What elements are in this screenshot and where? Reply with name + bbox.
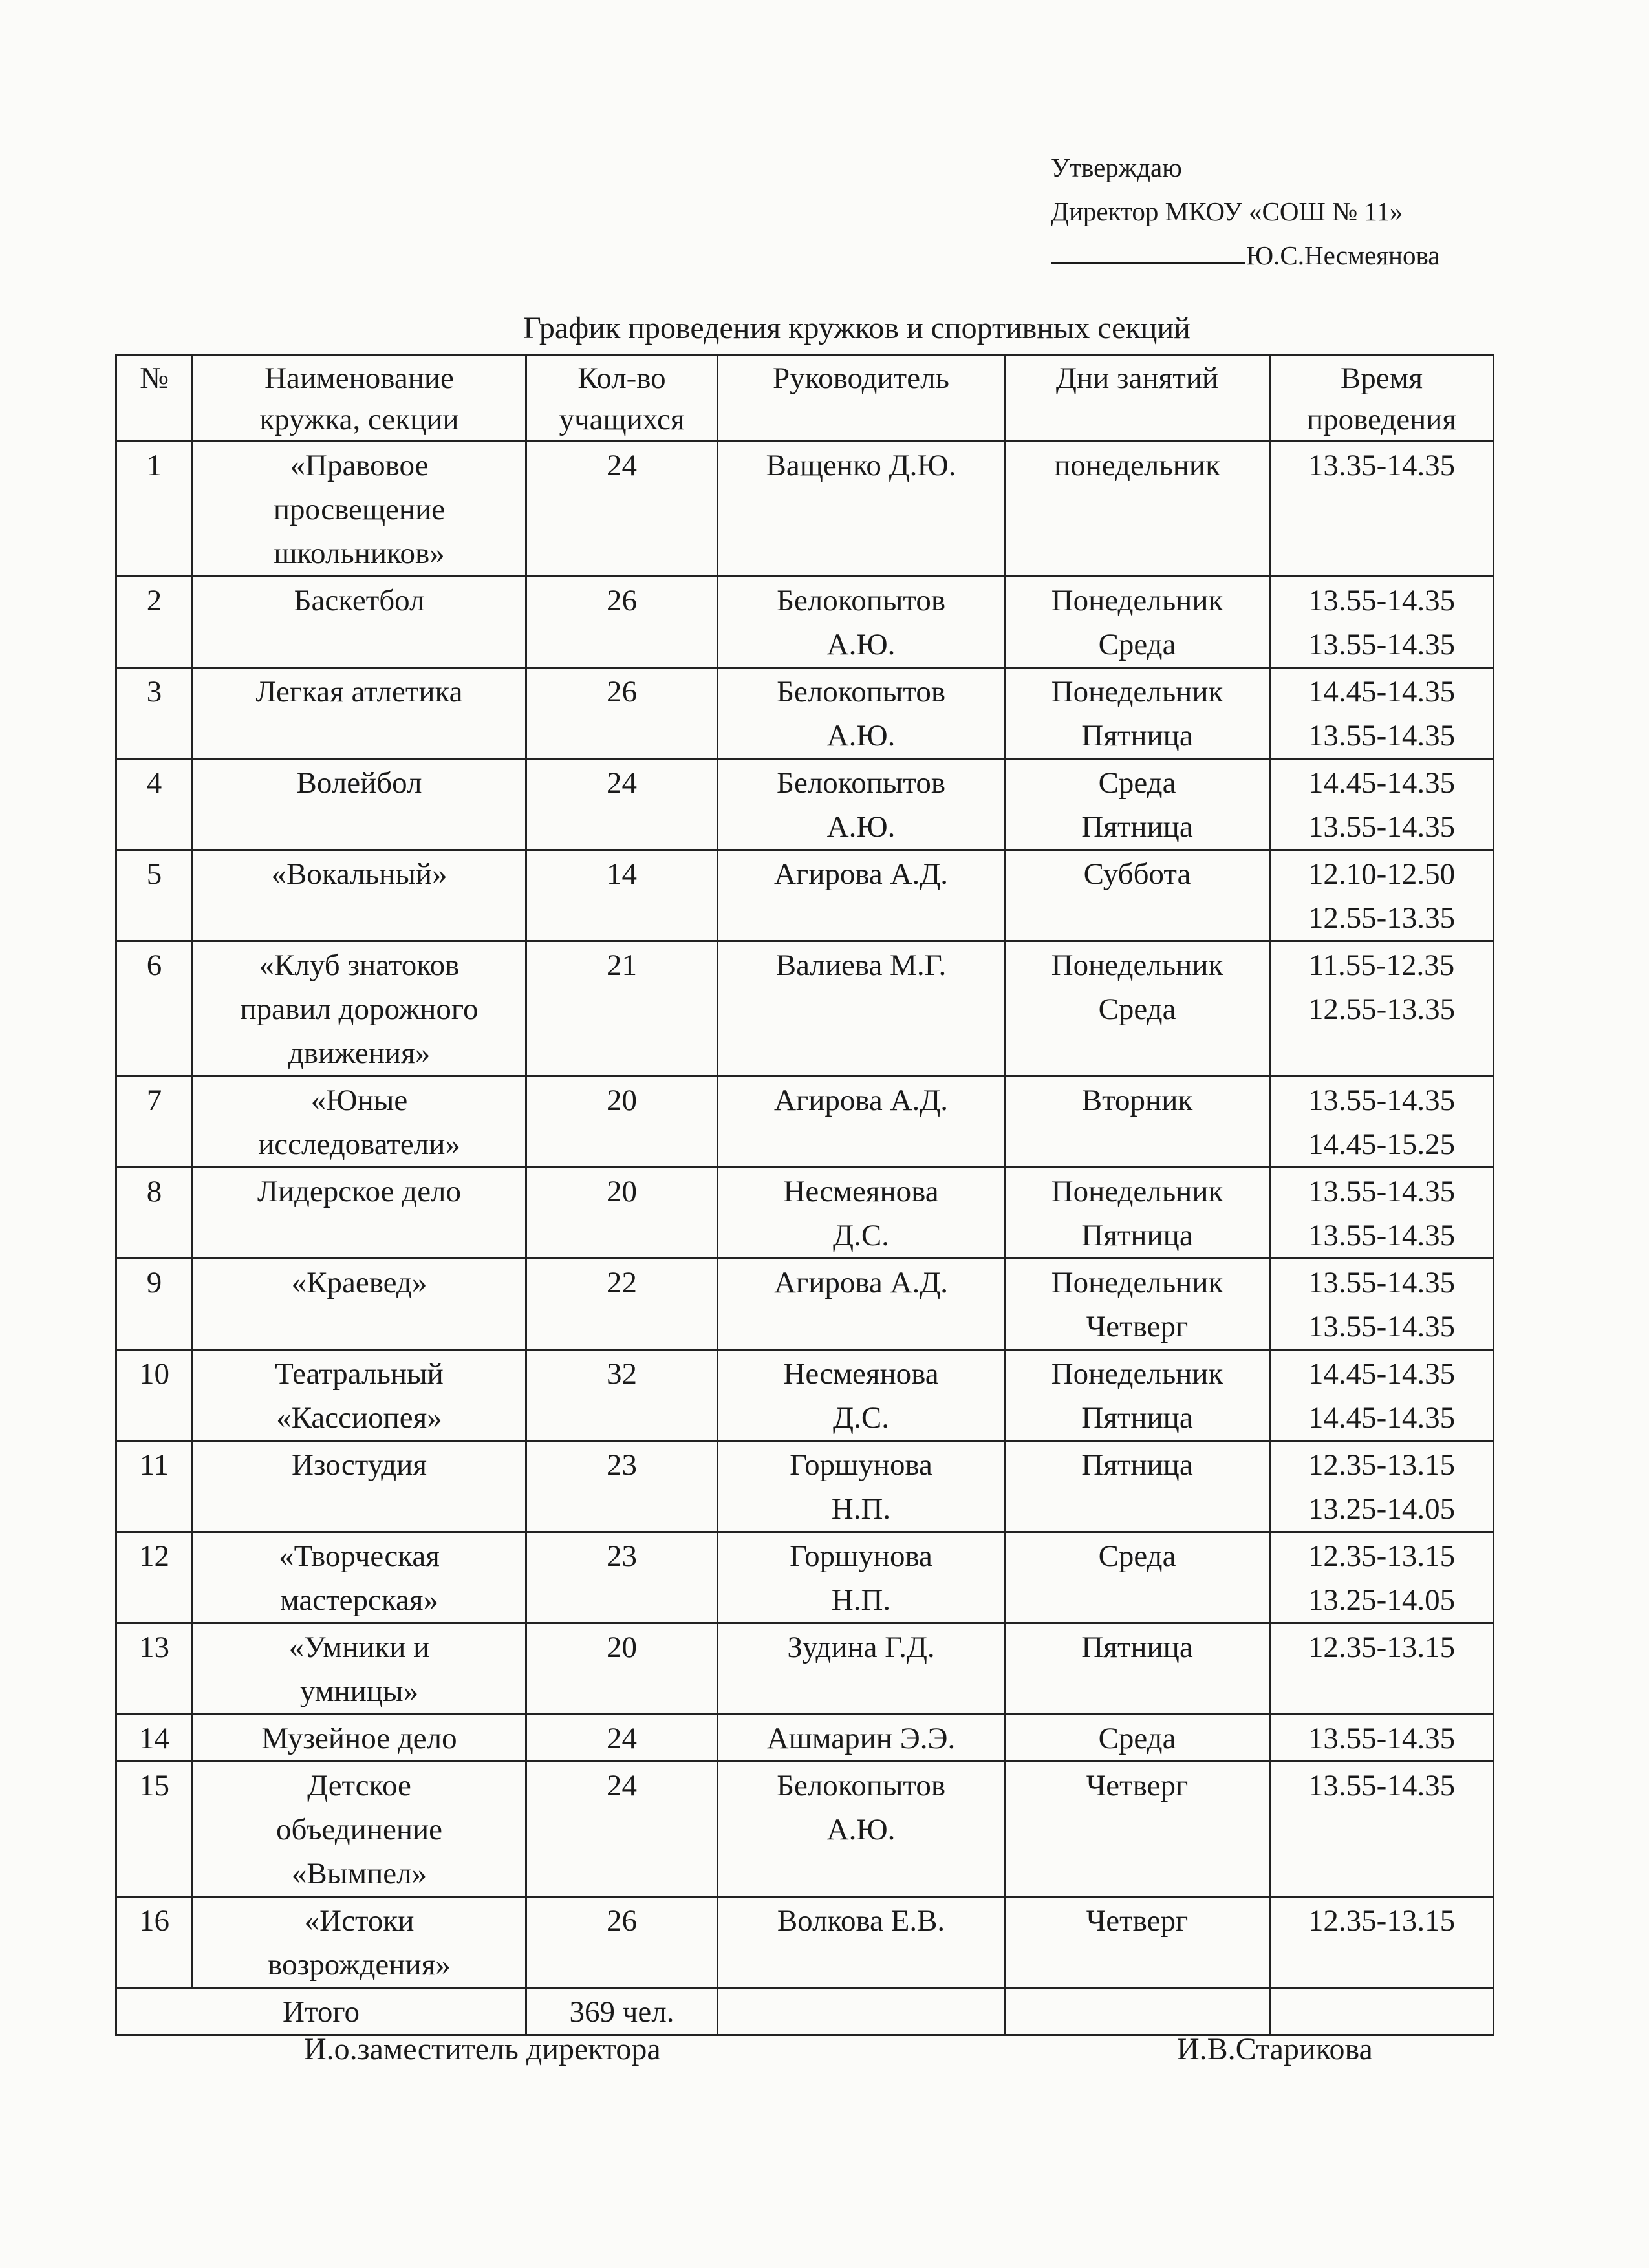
cell-time-line: 13.35-14.35	[1308, 449, 1456, 482]
cell-count: 23	[526, 1532, 718, 1623]
cell-time-line: 12.10-12.50	[1308, 857, 1456, 891]
cell-leader-line: Белокопытов	[776, 766, 946, 800]
signature-name: И.В.Старикова	[1177, 2032, 1373, 2066]
cell-leader	[718, 1715, 1005, 1762]
cell-days-line: Пятница	[1081, 810, 1193, 844]
cell-name-line: возрождения»	[268, 1948, 451, 1982]
cell-leader-line: Ващенко Д.Ю.	[766, 449, 956, 482]
header-num: №	[116, 356, 193, 442]
header-time	[1270, 356, 1494, 442]
cell-days	[1005, 668, 1270, 759]
cell-count: 26	[526, 1897, 718, 1988]
cell-leader	[718, 1076, 1005, 1168]
cell-count: 23	[526, 1441, 718, 1532]
cell-num: 3	[116, 668, 193, 759]
cell-time-line: 12.35-13.15	[1308, 1631, 1456, 1664]
cell-days-line: Четверг	[1086, 1310, 1189, 1343]
cell-time-line: 12.55-13.35	[1308, 901, 1456, 935]
header-name	[193, 356, 526, 442]
header-count	[526, 356, 718, 442]
cell-leader	[718, 850, 1005, 941]
cell-days-line: Суббота	[1083, 857, 1191, 891]
cell-days	[1005, 1441, 1270, 1532]
cell-name	[193, 1762, 526, 1897]
header-name-line1: Наименование	[264, 361, 454, 395]
header-leader: Руководитель	[718, 356, 1005, 442]
table-row	[116, 1168, 1494, 1259]
cell-name	[193, 941, 526, 1076]
cell-time-line: 13.25-14.05	[1308, 1492, 1456, 1526]
cell-time-line: 13.55-14.35	[1308, 1175, 1456, 1208]
table-row	[116, 1441, 1494, 1532]
cell-time-line: 12.35-13.15	[1308, 1904, 1456, 1938]
cell-num: 10	[116, 1350, 193, 1441]
cell-time-line: 13.55-14.35	[1308, 1219, 1456, 1252]
cell-leader-line: Горшунова	[790, 1539, 932, 1573]
cell-days-line: Среда	[1098, 1722, 1176, 1755]
cell-name-line: Волейбол	[296, 766, 422, 800]
cell-time-line: 11.55-12.35	[1308, 948, 1455, 982]
cell-leader-line: А.Ю.	[826, 810, 896, 844]
cell-num: 2	[116, 577, 193, 668]
cell-name-line: школьников»	[274, 537, 445, 570]
total-value: 369 чел.	[526, 1988, 718, 2035]
table-row	[116, 759, 1494, 850]
cell-num: 1	[116, 442, 193, 577]
cell-leader-line: Н.П.	[831, 1583, 891, 1617]
cell-leader	[718, 577, 1005, 668]
cell-name	[193, 1168, 526, 1259]
cell-name-line: Музейное дело	[261, 1722, 457, 1755]
cell-leader	[718, 1623, 1005, 1715]
cell-days	[1005, 1259, 1270, 1350]
table-row	[116, 668, 1494, 759]
total-label: Итого	[116, 1988, 526, 2035]
cell-time	[1270, 1897, 1494, 1988]
table-row	[116, 941, 1494, 1076]
cell-days-line: Понедельник	[1051, 948, 1223, 982]
cell-days-line: Среда	[1098, 1539, 1176, 1573]
header-days: Дни занятий	[1005, 356, 1270, 442]
cell-days-line: Пятница	[1081, 1219, 1193, 1252]
cell-days-line: Среда	[1098, 992, 1176, 1026]
cell-days	[1005, 577, 1270, 668]
cell-leader-line: Зудина Г.Д.	[787, 1631, 935, 1664]
cell-num: 7	[116, 1076, 193, 1168]
header-time-line1: Время	[1340, 361, 1423, 395]
cell-days	[1005, 1076, 1270, 1168]
cell-name-line: «Юные	[310, 1084, 408, 1117]
cell-days-line: Среда	[1098, 628, 1176, 661]
table-row	[116, 1715, 1494, 1762]
cell-leader-line: Несмеянова	[783, 1357, 939, 1391]
total-empty-days	[1005, 1988, 1270, 2035]
cell-days	[1005, 1350, 1270, 1441]
cell-days-line: Понедельник	[1051, 1266, 1223, 1300]
document-title: График проведения кружков и спортивных секций	[523, 311, 1191, 345]
cell-days-line: Понедельник	[1051, 1175, 1223, 1208]
cell-name-line: Детское	[307, 1769, 411, 1803]
cell-days-line: Понедельник	[1051, 1357, 1223, 1391]
cell-time-line: 13.55-14.35	[1308, 810, 1456, 844]
cell-days	[1005, 1532, 1270, 1623]
cell-leader-line: А.Ю.	[826, 1813, 896, 1846]
cell-days-line: Понедельник	[1051, 584, 1223, 617]
cell-name	[193, 1259, 526, 1350]
cell-name	[193, 1897, 526, 1988]
cell-time-line: 14.45-14.35	[1308, 675, 1456, 709]
cell-days	[1005, 759, 1270, 850]
table-row	[116, 1259, 1494, 1350]
cell-time	[1270, 668, 1494, 759]
cell-leader-line: Белокопытов	[776, 1769, 946, 1803]
cell-count: 14	[526, 850, 718, 941]
cell-leader	[718, 1897, 1005, 1988]
cell-name-line: «Истоки	[304, 1904, 415, 1938]
cell-leader-line: Агирова А.Д.	[773, 1084, 949, 1117]
cell-leader	[718, 1441, 1005, 1532]
signature-position: И.о.заместитель директора	[304, 2032, 661, 2066]
cell-name-line: Лидерское дело	[257, 1175, 462, 1208]
cell-name-line: «Умники и	[288, 1631, 430, 1664]
cell-name-line: движения»	[288, 1036, 431, 1070]
cell-count: 22	[526, 1259, 718, 1350]
cell-days	[1005, 1623, 1270, 1715]
table-row	[116, 850, 1494, 941]
signature-blank-line	[1051, 237, 1245, 264]
approval-block	[1051, 145, 1439, 277]
total-row	[116, 1988, 1494, 2035]
cell-name-line: «Творческая	[279, 1539, 440, 1573]
cell-time-line: 13.55-14.35	[1308, 1310, 1456, 1343]
cell-leader-line: Агирова А.Д.	[773, 857, 949, 891]
approval-signature-line	[1051, 233, 1439, 277]
cell-time	[1270, 1762, 1494, 1897]
cell-name-line: «Правовое	[290, 449, 429, 482]
cell-name-line: «Кассиопея»	[276, 1401, 442, 1435]
cell-days-line: Пятница	[1081, 1631, 1193, 1664]
schedule-table	[115, 354, 1494, 2036]
cell-time-line: 13.55-14.35	[1308, 1769, 1456, 1803]
cell-days-line: понедельник	[1054, 449, 1220, 482]
cell-leader-line: А.Ю.	[826, 719, 896, 753]
cell-leader-line: Белокопытов	[776, 584, 946, 617]
cell-num: 13	[116, 1623, 193, 1715]
header-name-line2: кружка, секции	[259, 403, 459, 436]
cell-leader-line: Несмеянова	[783, 1175, 939, 1208]
cell-leader	[718, 1168, 1005, 1259]
cell-num: 15	[116, 1762, 193, 1897]
cell-days	[1005, 1715, 1270, 1762]
cell-days-line: Среда	[1098, 766, 1176, 800]
cell-count: 20	[526, 1623, 718, 1715]
cell-time	[1270, 759, 1494, 850]
cell-leader-line: Горшунова	[790, 1448, 932, 1482]
cell-leader-line: Агирова А.Д.	[773, 1266, 949, 1300]
cell-leader	[718, 759, 1005, 850]
cell-time	[1270, 850, 1494, 941]
table-row	[116, 1897, 1494, 1988]
cell-count: 32	[526, 1350, 718, 1441]
cell-name-line: Изостудия	[292, 1448, 427, 1482]
cell-count: 26	[526, 668, 718, 759]
table-row	[116, 1076, 1494, 1168]
cell-leader-line: Н.П.	[831, 1492, 891, 1526]
cell-time	[1270, 941, 1494, 1076]
cell-days-line: Вторник	[1081, 1084, 1193, 1117]
cell-name-line: «Краевед»	[291, 1266, 427, 1300]
cell-time	[1270, 442, 1494, 577]
cell-leader	[718, 1350, 1005, 1441]
cell-num: 4	[116, 759, 193, 850]
cell-time-line: 13.55-14.35	[1308, 584, 1456, 617]
cell-name	[193, 1623, 526, 1715]
header-count-line1: Кол-во	[577, 361, 666, 395]
cell-days-line: Четверг	[1086, 1904, 1189, 1938]
cell-time	[1270, 1076, 1494, 1168]
cell-count: 21	[526, 941, 718, 1076]
cell-time-line: 14.45-14.35	[1308, 1357, 1456, 1391]
cell-leader-line: А.Ю.	[826, 628, 896, 661]
cell-leader-line: Белокопытов	[776, 675, 946, 709]
cell-name-line: Легкая атлетика	[255, 675, 463, 709]
cell-time-line: 14.45-15.25	[1308, 1128, 1456, 1161]
cell-count: 20	[526, 1168, 718, 1259]
cell-count: 24	[526, 442, 718, 577]
cell-leader	[718, 941, 1005, 1076]
cell-time	[1270, 1441, 1494, 1532]
cell-leader	[718, 1532, 1005, 1623]
cell-num: 8	[116, 1168, 193, 1259]
cell-time-line: 13.55-14.35	[1308, 719, 1456, 753]
cell-num: 12	[116, 1532, 193, 1623]
cell-leader-line: Валиева М.Г.	[775, 948, 947, 982]
cell-time	[1270, 1350, 1494, 1441]
cell-num: 14	[116, 1715, 193, 1762]
cell-count: 26	[526, 577, 718, 668]
cell-name-line: Театральный	[275, 1357, 444, 1391]
table-row	[116, 442, 1494, 577]
cell-time	[1270, 1715, 1494, 1762]
cell-time-line: 13.55-14.35	[1308, 1084, 1456, 1117]
cell-name-line: мастерская»	[279, 1583, 438, 1617]
cell-num: 9	[116, 1259, 193, 1350]
table-row	[116, 1623, 1494, 1715]
cell-num: 5	[116, 850, 193, 941]
cell-name-line: просвещение	[273, 493, 446, 526]
cell-time	[1270, 1532, 1494, 1623]
header-time-line2: проведения	[1306, 403, 1456, 436]
cell-days	[1005, 1168, 1270, 1259]
cell-time-line: 14.45-14.35	[1308, 1401, 1456, 1435]
cell-name-line: объединение	[275, 1813, 443, 1846]
cell-time-line: 12.35-13.15	[1308, 1448, 1456, 1482]
total-empty-time	[1270, 1988, 1494, 2035]
cell-time-line: 13.55-14.35	[1308, 1722, 1456, 1755]
table-header-row	[116, 356, 1494, 442]
cell-name	[193, 1076, 526, 1168]
cell-count: 20	[526, 1076, 718, 1168]
approval-heading: Утверждаю	[1051, 153, 1182, 182]
cell-leader-line: Ашмарин Э.Э.	[766, 1722, 956, 1755]
cell-name	[193, 577, 526, 668]
cell-name-line: «Вокальный»	[271, 857, 447, 891]
cell-num: 6	[116, 941, 193, 1076]
cell-days	[1005, 442, 1270, 577]
cell-time	[1270, 1259, 1494, 1350]
cell-name	[193, 1441, 526, 1532]
table-body	[116, 442, 1494, 1988]
cell-time-line: 13.25-14.05	[1308, 1583, 1456, 1617]
cell-name-line: «Вымпел»	[291, 1857, 427, 1890]
cell-days-line: Четверг	[1086, 1769, 1189, 1803]
cell-days	[1005, 1762, 1270, 1897]
cell-time-line: 13.55-14.35	[1308, 1266, 1456, 1300]
cell-count: 24	[526, 759, 718, 850]
cell-num: 16	[116, 1897, 193, 1988]
cell-time	[1270, 1168, 1494, 1259]
cell-num: 11	[116, 1441, 193, 1532]
cell-days	[1005, 941, 1270, 1076]
cell-name-line: исследователи»	[258, 1128, 460, 1161]
cell-leader	[718, 1259, 1005, 1350]
table-row	[116, 577, 1494, 668]
table-row	[116, 1532, 1494, 1623]
cell-leader-line: Волкова Е.В.	[777, 1904, 945, 1938]
cell-name	[193, 1350, 526, 1441]
cell-days-line: Понедельник	[1051, 675, 1223, 709]
cell-time-line: 12.35-13.15	[1308, 1539, 1456, 1573]
cell-time-line: 14.45-14.35	[1308, 766, 1456, 800]
cell-name	[193, 668, 526, 759]
cell-name	[193, 442, 526, 577]
cell-time	[1270, 577, 1494, 668]
cell-name	[193, 1715, 526, 1762]
approval-position: Директор МКОУ «СОШ № 11»	[1051, 197, 1403, 226]
cell-time	[1270, 1623, 1494, 1715]
cell-days-line: Пятница	[1081, 719, 1193, 753]
cell-name-line: правил дорожного	[240, 992, 479, 1026]
cell-days	[1005, 1897, 1270, 1988]
cell-days-line: Пятница	[1081, 1401, 1193, 1435]
cell-name-line: умницы»	[299, 1674, 419, 1708]
cell-time-line: 12.55-13.35	[1308, 992, 1456, 1026]
cell-days	[1005, 850, 1270, 941]
cell-name	[193, 850, 526, 941]
cell-count: 24	[526, 1762, 718, 1897]
cell-days-line: Пятница	[1081, 1448, 1193, 1482]
cell-time-line: 13.55-14.35	[1308, 628, 1456, 661]
cell-leader-line: Д.С.	[833, 1219, 889, 1252]
cell-name-line: Баскетбол	[294, 584, 425, 617]
cell-leader	[718, 668, 1005, 759]
total-empty-leader	[718, 1988, 1005, 2035]
cell-leader	[718, 442, 1005, 577]
cell-name-line: «Клуб знатоков	[259, 948, 460, 982]
cell-leader	[718, 1762, 1005, 1897]
header-count-line2: учащихся	[559, 403, 685, 436]
cell-leader-line: Д.С.	[833, 1401, 889, 1435]
cell-name	[193, 759, 526, 850]
cell-count: 24	[526, 1715, 718, 1762]
table-row	[116, 1350, 1494, 1441]
approval-name: Ю.С.Несмеянова	[1246, 241, 1440, 270]
cell-name	[193, 1532, 526, 1623]
table-row	[116, 1762, 1494, 1897]
